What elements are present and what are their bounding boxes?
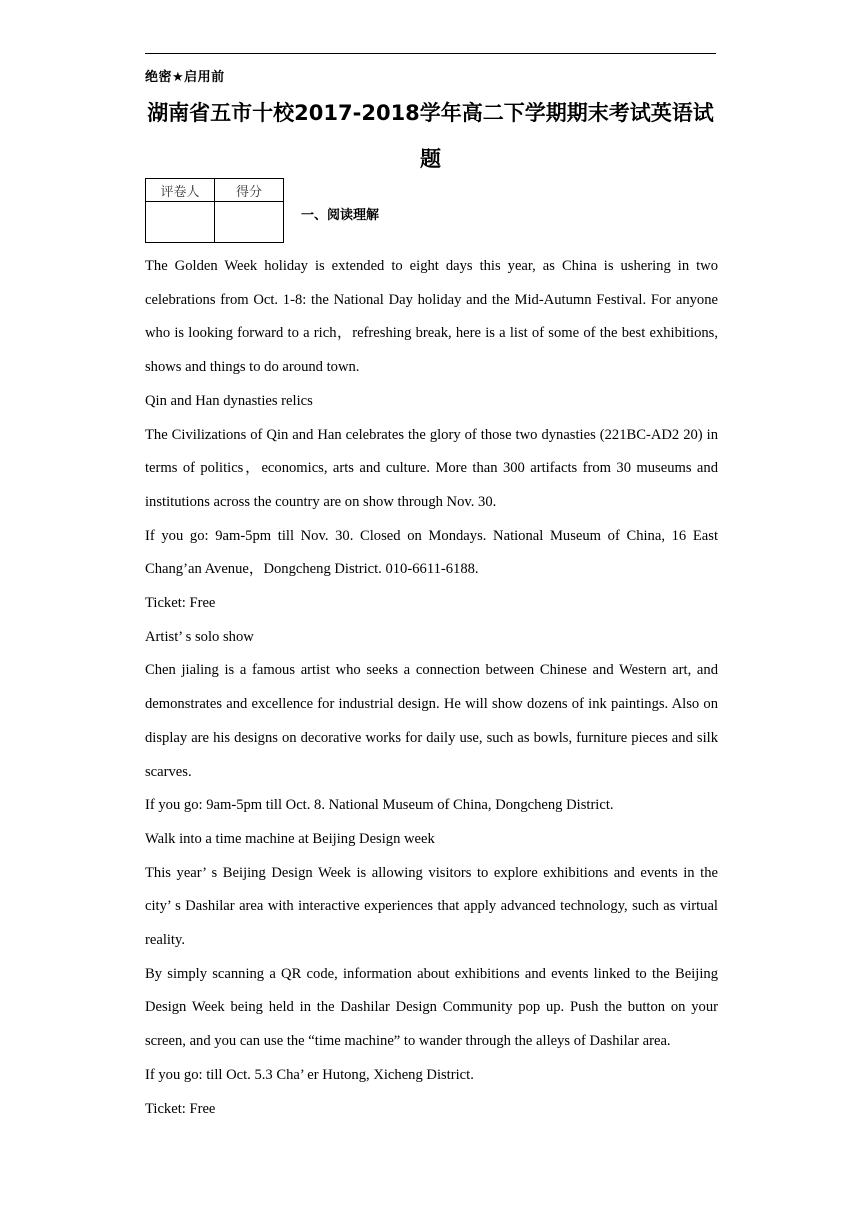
passage-paragraph: The Civilizations of Qin and Han celebrates the glory of those two dynasties (221BC-AD2 20) in terms of politics，economics, arts and culture. More than 300 artifacts from 30 museums and institutions across the country are on show through Nov. 30. (145, 426, 718, 510)
passage-line: If you go: till Oct. 5.3 Cha’ er Hutong, Xicheng District. (145, 1066, 474, 1083)
grader-header: 评卷人 (146, 179, 215, 202)
exam-title-line-1: 湖南省五市十校2017-2018学年高二下学期期末考试英语试 (147, 101, 714, 125)
passage (145, 250, 718, 1126)
section-title: 一、阅读理解 (301, 208, 380, 223)
score-header: 得分 (215, 179, 284, 202)
header-rule (145, 53, 716, 54)
confidential-mark: 绝密★启用前 (145, 70, 225, 85)
passage-line: Ticket: Free (145, 1100, 216, 1117)
passage-line: If you go: 9am-5pm till Oct. 8. National Museum of China, Dongcheng District. (145, 797, 614, 814)
score-table (145, 178, 284, 243)
passage-heading: Qin and Han dynasties relics (145, 392, 313, 409)
passage-paragraph: This year’ s Beijing Design Week is allowing visitors to explore exhibitions and events in the city’ s Dashilar area with interactive experiences that apply advanced technology, such as virtual reality. (145, 864, 718, 949)
grader-cell (146, 202, 215, 243)
passage-heading: Walk into a time machine at Beijing Design week (145, 830, 435, 847)
passage-paragraph: By simply scanning a QR code, information about exhibitions and events linked to the Beijing Design Week being held in the Dashilar Design Community pop up. Push the button on your screen, and you can use the “time machine” to wander through the alleys of Dashilar area. (145, 965, 718, 1050)
exam-title-line-2: 题 (420, 147, 441, 171)
passage-heading: Artist’ s solo show (145, 628, 254, 645)
passage-line: Ticket: Free (145, 595, 216, 612)
passage-paragraph: Chen jialing is a famous artist who seeks a connection between Chinese and Western art, and demonstrates and excellence for industrial design. He will show dozens of ink paintings. Also on display are his designs on decorative works for daily use, such as bowls, furniture pieces and silk scarves. (145, 662, 718, 780)
passage-paragraph: The Golden Week holiday is extended to eight days this year, as China is ushering in two celebrations from Oct. 1-8: the National Day holiday and the Mid-Autumn Festival. For anyone who is looking forward to a rich，refreshing break, here is a list of some of the best exhibitions, shows and things to do around town. (145, 258, 718, 376)
passage-paragraph: If you go: 9am-5pm till Nov. 30. Closed on Mondays. National Museum of China, 16 East Chang’an Avenue，Dongcheng District. 010-6611-6188. (145, 527, 718, 578)
score-cell (215, 202, 284, 243)
